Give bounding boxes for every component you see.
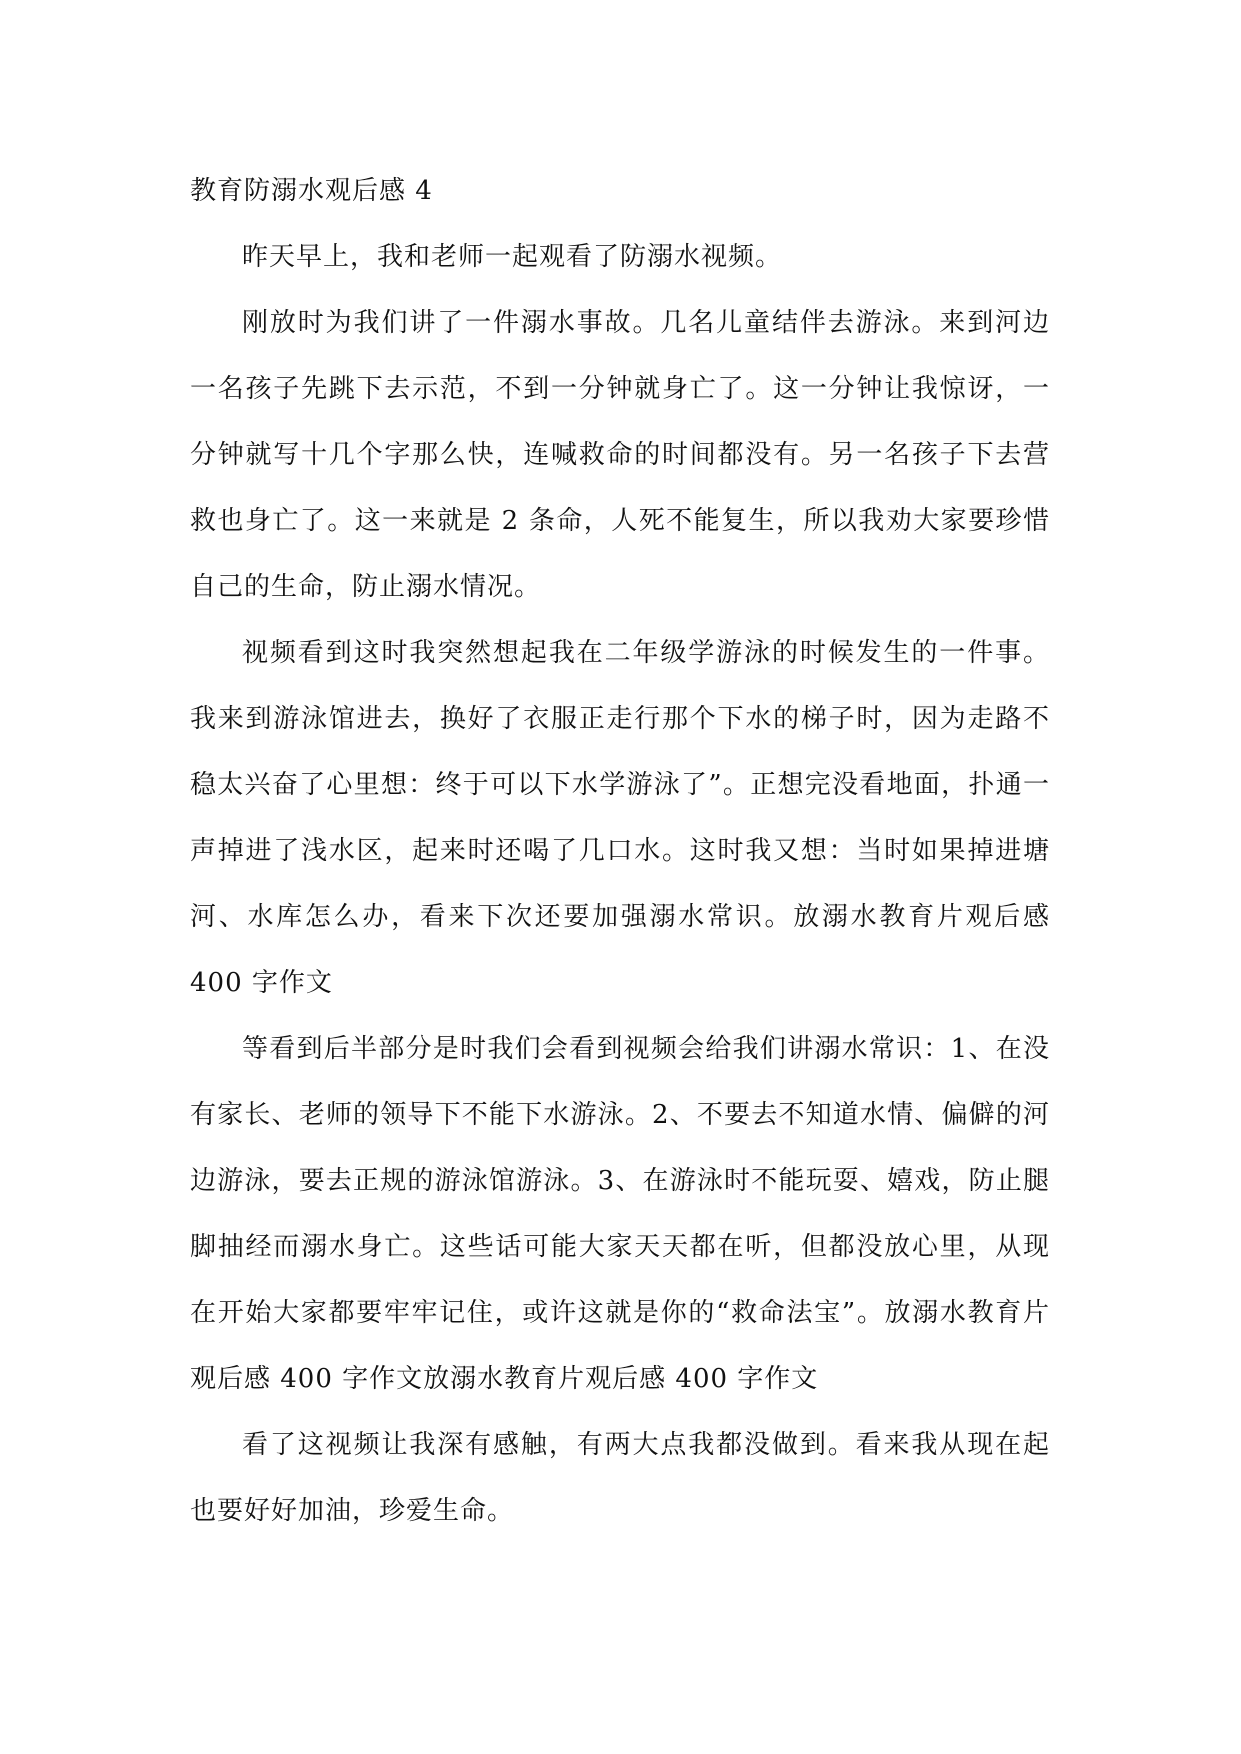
document-body xyxy=(190,158,1050,1544)
paragraph-5: 看了这视频让我深有感触，有两大点我都没做到。看来我从现在起也要好好加油，珍爱生命。 xyxy=(190,1430,1050,1526)
document-title: 教育防溺水观后感 4 xyxy=(190,176,433,206)
paragraph-4: 等看到后半部分是时我们会看到视频会给我们讲溺水常识：1、在没有家长、老师的领导下不能下水游泳。2、不要去不知道水情、偏僻的河边游泳，要去正规的游泳馆游泳。3、在游泳时不能玩耍、嬉戏，防止腿脚抽经而溺水身亡。这些话可能大家天天都在听，但都没放心里，从现在开始大家都要牢牢记住，或许这就是你的“救命法宝”。放溺水教育片观后感 400 字作文放溺水教育片观后感 400 字作文 xyxy=(190,1034,1050,1394)
paragraph-2: 刚放时为我们讲了一件溺水事故。几名儿童结伴去游泳。来到河边一名孩子先跳下去示范，不到一分钟就身亡了。这一分钟让我惊讶，一分钟就写十几个字那么快，连喊救命的时间都没有。另一名孩子下去营救也身亡了。这一来就是 2 条命，人死不能复生，所以我劝大家要珍惜自己的生命，防止溺水情况。 xyxy=(190,308,1050,602)
paragraph-3: 视频看到这时我突然想起我在二年级学游泳的时候发生的一件事。我来到游泳馆进去，换好了衣服正走行那个下水的梯子时，因为走路不稳太兴奋了心里想：终于可以下水学游泳了”。正想完没看地面，扑通一声掉进了浅水区，起来时还喝了几口水。这时我又想：当时如果掉进塘河、水库怎么办，看来下次还要加强溺水常识。放溺水教育片观后感 400 字作文 xyxy=(190,638,1050,998)
paragraph-1: 昨天早上，我和老师一起观看了防溺水视频。 xyxy=(242,242,783,272)
